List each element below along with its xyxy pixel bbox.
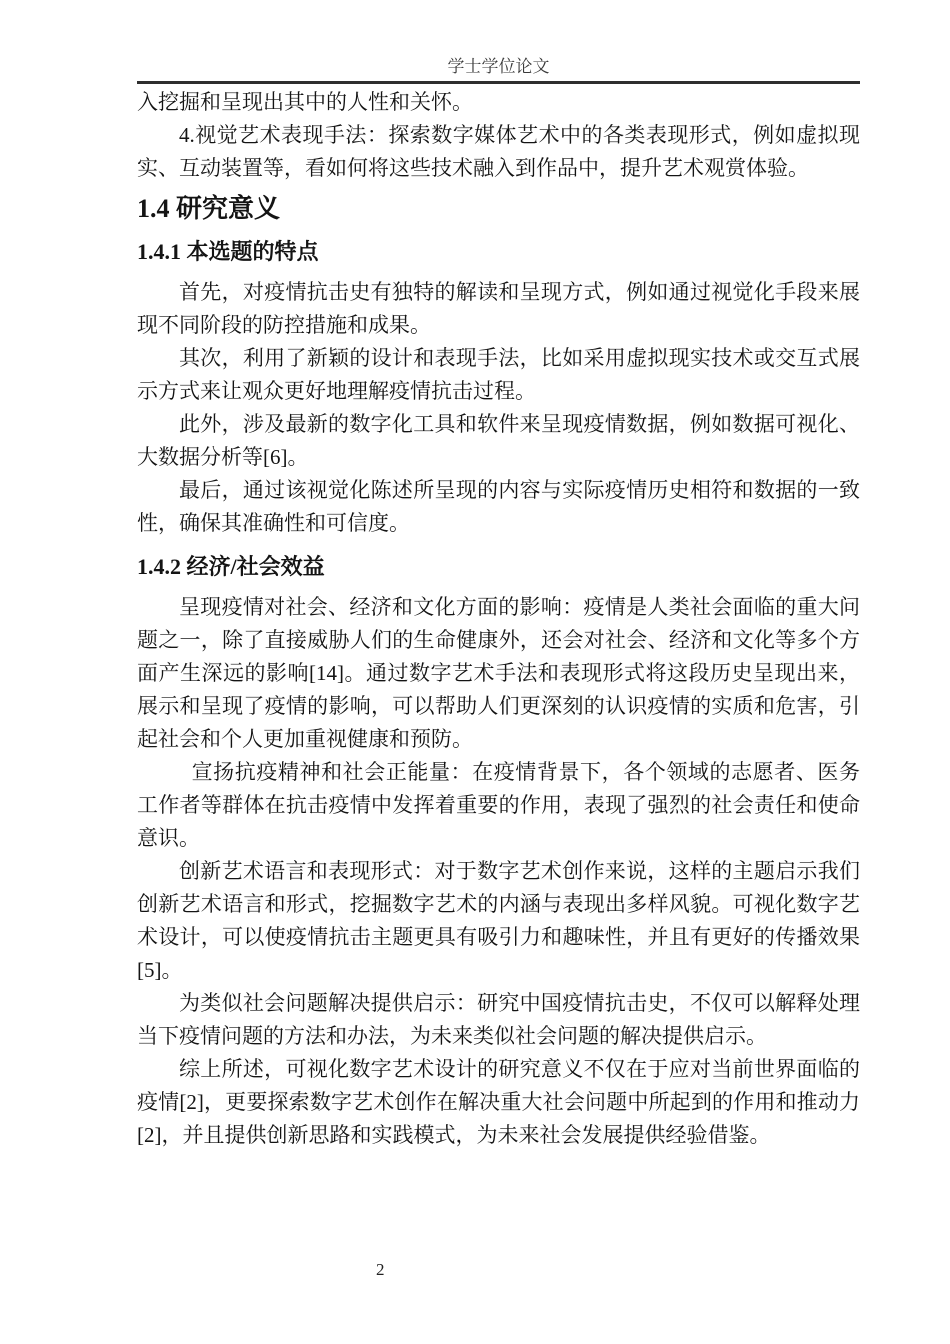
- paragraph: 综上所述，可视化数字艺术设计的研究意义不仅在于应对当前世界面临的疫情[2]，更要探索数字艺术创作在解决重大社会问题中所起到的作用和推动力[2]，并且提供创新思路和实践模式，为未来社会发展提供经验借鉴。: [137, 1057, 860, 1147]
- paragraph: 呈现疫情对社会、经济和文化方面的影响：疫情是人类社会面临的重大问题之一，除了直接威胁人们的生命健康外，还会对社会、经济和文化等多个方面产生深远的影响[14]。通过数字艺术手法和表现形式将这段历史呈现出来，展示和呈现了疫情的影响，可以帮助人们更深刻的认识疫情的实质和危害，引起社会和个人更加重视健康和预防。: [137, 595, 860, 751]
- paragraph: 其次，利用了新颖的设计和表现手法，比如采用虚拟现实技术或交互式展示方式来让观众更好地理解疫情抗击过程。: [137, 346, 860, 403]
- paragraph: 最后，通过该视觉化陈述所呈现的内容与实际疫情历史相符和数据的一致性，确保其准确性和可信度。: [137, 478, 860, 535]
- subsection-heading-1-4-2: 1.4.2 经济/社会效益: [137, 554, 325, 579]
- paragraph: 此外，涉及最新的数字化工具和软件来呈现疫情数据，例如数据可视化、大数据分析等[6]。: [137, 412, 860, 469]
- section-heading-1-4: 1.4 研究意义: [137, 194, 281, 223]
- document-body: [137, 86, 860, 1152]
- paragraph: 为类似社会问题解决提供启示：研究中国疫情抗击史，不仅可以解释处理当下疫情问题的方法和办法，为未来类似社会问题的解决提供启示。: [137, 991, 860, 1048]
- paragraph: 创新艺术语言和表现形式：对于数字艺术创作来说，这样的主题启示我们创新艺术语言和形式，挖掘数字艺术的内涵与表现出多样风貌。可视化数字艺术设计，可以使疫情抗击主题更具有吸引力和趣味性，并且有更好的传播效果[5]。: [137, 859, 860, 982]
- header-title: 学士学位论文: [447, 57, 550, 76]
- paragraph: 4.视觉艺术表现手法：探索数字媒体艺术中的各类表现形式，例如虚拟现实、互动装置等，看如何将这些技术融入到作品中，提升艺术观赏体验。: [137, 123, 860, 180]
- paragraph: 宣扬抗疫精神和社会正能量：在疫情背景下，各个领域的志愿者、医务工作者等群体在抗击疫情中发挥着重要的作用，表现了强烈的社会责任和使命意识。: [137, 760, 860, 850]
- paragraph: 首先，对疫情抗击史有独特的解读和呈现方式，例如通过视觉化手段来展现不同阶段的防控措施和成果。: [137, 280, 860, 337]
- page-header: [137, 54, 860, 84]
- subsection-heading-1-4-1: 1.4.1 本选题的特点: [137, 239, 319, 264]
- paragraph: 入挖掘和呈现出其中的人性和关怀。: [137, 90, 473, 114]
- page-number: 2: [376, 1260, 385, 1279]
